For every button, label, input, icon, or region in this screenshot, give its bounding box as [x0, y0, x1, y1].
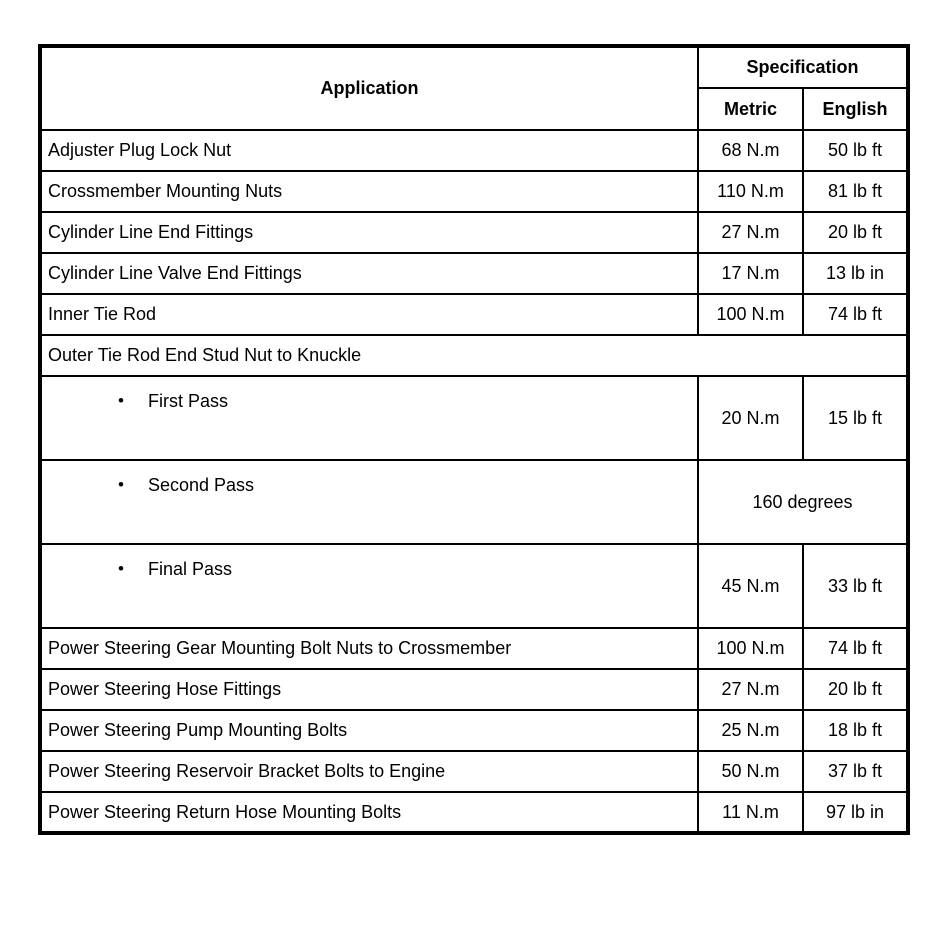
- table-row: [40, 628, 908, 669]
- english-cell: 74 lb ft: [803, 628, 908, 669]
- page: [0, 44, 944, 926]
- application-cell: Inner Tie Rod: [40, 294, 698, 335]
- application-cell: Power Steering Hose Fittings: [40, 669, 698, 710]
- table-row: [40, 171, 908, 212]
- application-cell-label: Second Pass: [147, 475, 255, 495]
- bullet-icon: •: [118, 391, 124, 410]
- section-header-cell: Outer Tie Rod End Stud Nut to Knuckle: [40, 335, 908, 376]
- english-cell: 33 lb ft: [803, 544, 908, 628]
- english-cell: 15 lb ft: [803, 376, 908, 460]
- table-row: [40, 544, 908, 628]
- torque-spec-table: [38, 44, 910, 835]
- english-header: English: [803, 88, 908, 130]
- table-row: [40, 253, 908, 294]
- application-cell: Power Steering Reservoir Bracket Bolts to Engine: [40, 751, 698, 792]
- application-cell: [40, 376, 698, 460]
- metric-cell: 50 N.m: [698, 751, 803, 792]
- metric-header: Metric: [698, 88, 803, 130]
- metric-cell: 20 N.m: [698, 376, 803, 460]
- application-cell: Power Steering Return Hose Mounting Bolts: [40, 792, 698, 833]
- metric-cell: 25 N.m: [698, 710, 803, 751]
- metric-cell: 27 N.m: [698, 212, 803, 253]
- table-header: [40, 46, 908, 130]
- table-row: [40, 212, 908, 253]
- metric-cell: 100 N.m: [698, 628, 803, 669]
- metric-cell: 17 N.m: [698, 253, 803, 294]
- english-cell: 97 lb in: [803, 792, 908, 833]
- english-cell: 13 lb in: [803, 253, 908, 294]
- table-row: [40, 376, 908, 460]
- metric-cell: 110 N.m: [698, 171, 803, 212]
- combined-spec-cell: 160 degrees: [698, 460, 908, 544]
- table-row: [40, 460, 908, 544]
- application-cell: Adjuster Plug Lock Nut: [40, 130, 698, 171]
- table-row: [40, 751, 908, 792]
- metric-cell: 45 N.m: [698, 544, 803, 628]
- table-row: [40, 669, 908, 710]
- table-row: [40, 335, 908, 376]
- english-cell: 20 lb ft: [803, 669, 908, 710]
- table-row: [40, 710, 908, 751]
- header-row-1: [40, 46, 908, 88]
- metric-cell: 27 N.m: [698, 669, 803, 710]
- application-cell: [40, 460, 698, 544]
- application-cell: Power Steering Pump Mounting Bolts: [40, 710, 698, 751]
- english-cell: 37 lb ft: [803, 751, 908, 792]
- metric-cell: 68 N.m: [698, 130, 803, 171]
- application-cell: Power Steering Gear Mounting Bolt Nuts to Crossmember: [40, 628, 698, 669]
- english-cell: 18 lb ft: [803, 710, 908, 751]
- english-cell: 81 lb ft: [803, 171, 908, 212]
- table-body: [40, 130, 908, 833]
- english-cell: 50 lb ft: [803, 130, 908, 171]
- specification-header: Specification: [698, 46, 908, 88]
- application-cell: Crossmember Mounting Nuts: [40, 171, 698, 212]
- application-cell: [40, 544, 698, 628]
- bullet-icon: •: [118, 559, 124, 578]
- table-row: [40, 130, 908, 171]
- english-cell: 20 lb ft: [803, 212, 908, 253]
- application-cell-label: Final Pass: [147, 559, 232, 579]
- metric-cell: 11 N.m: [698, 792, 803, 833]
- english-cell: 74 lb ft: [803, 294, 908, 335]
- bullet-icon: •: [118, 475, 124, 494]
- application-cell: Cylinder Line Valve End Fittings: [40, 253, 698, 294]
- table-row: [40, 294, 908, 335]
- metric-cell: 100 N.m: [698, 294, 803, 335]
- application-cell-label: First Pass: [147, 391, 228, 411]
- table-row: [40, 792, 908, 833]
- application-header: Application: [40, 46, 698, 130]
- application-cell: Cylinder Line End Fittings: [40, 212, 698, 253]
